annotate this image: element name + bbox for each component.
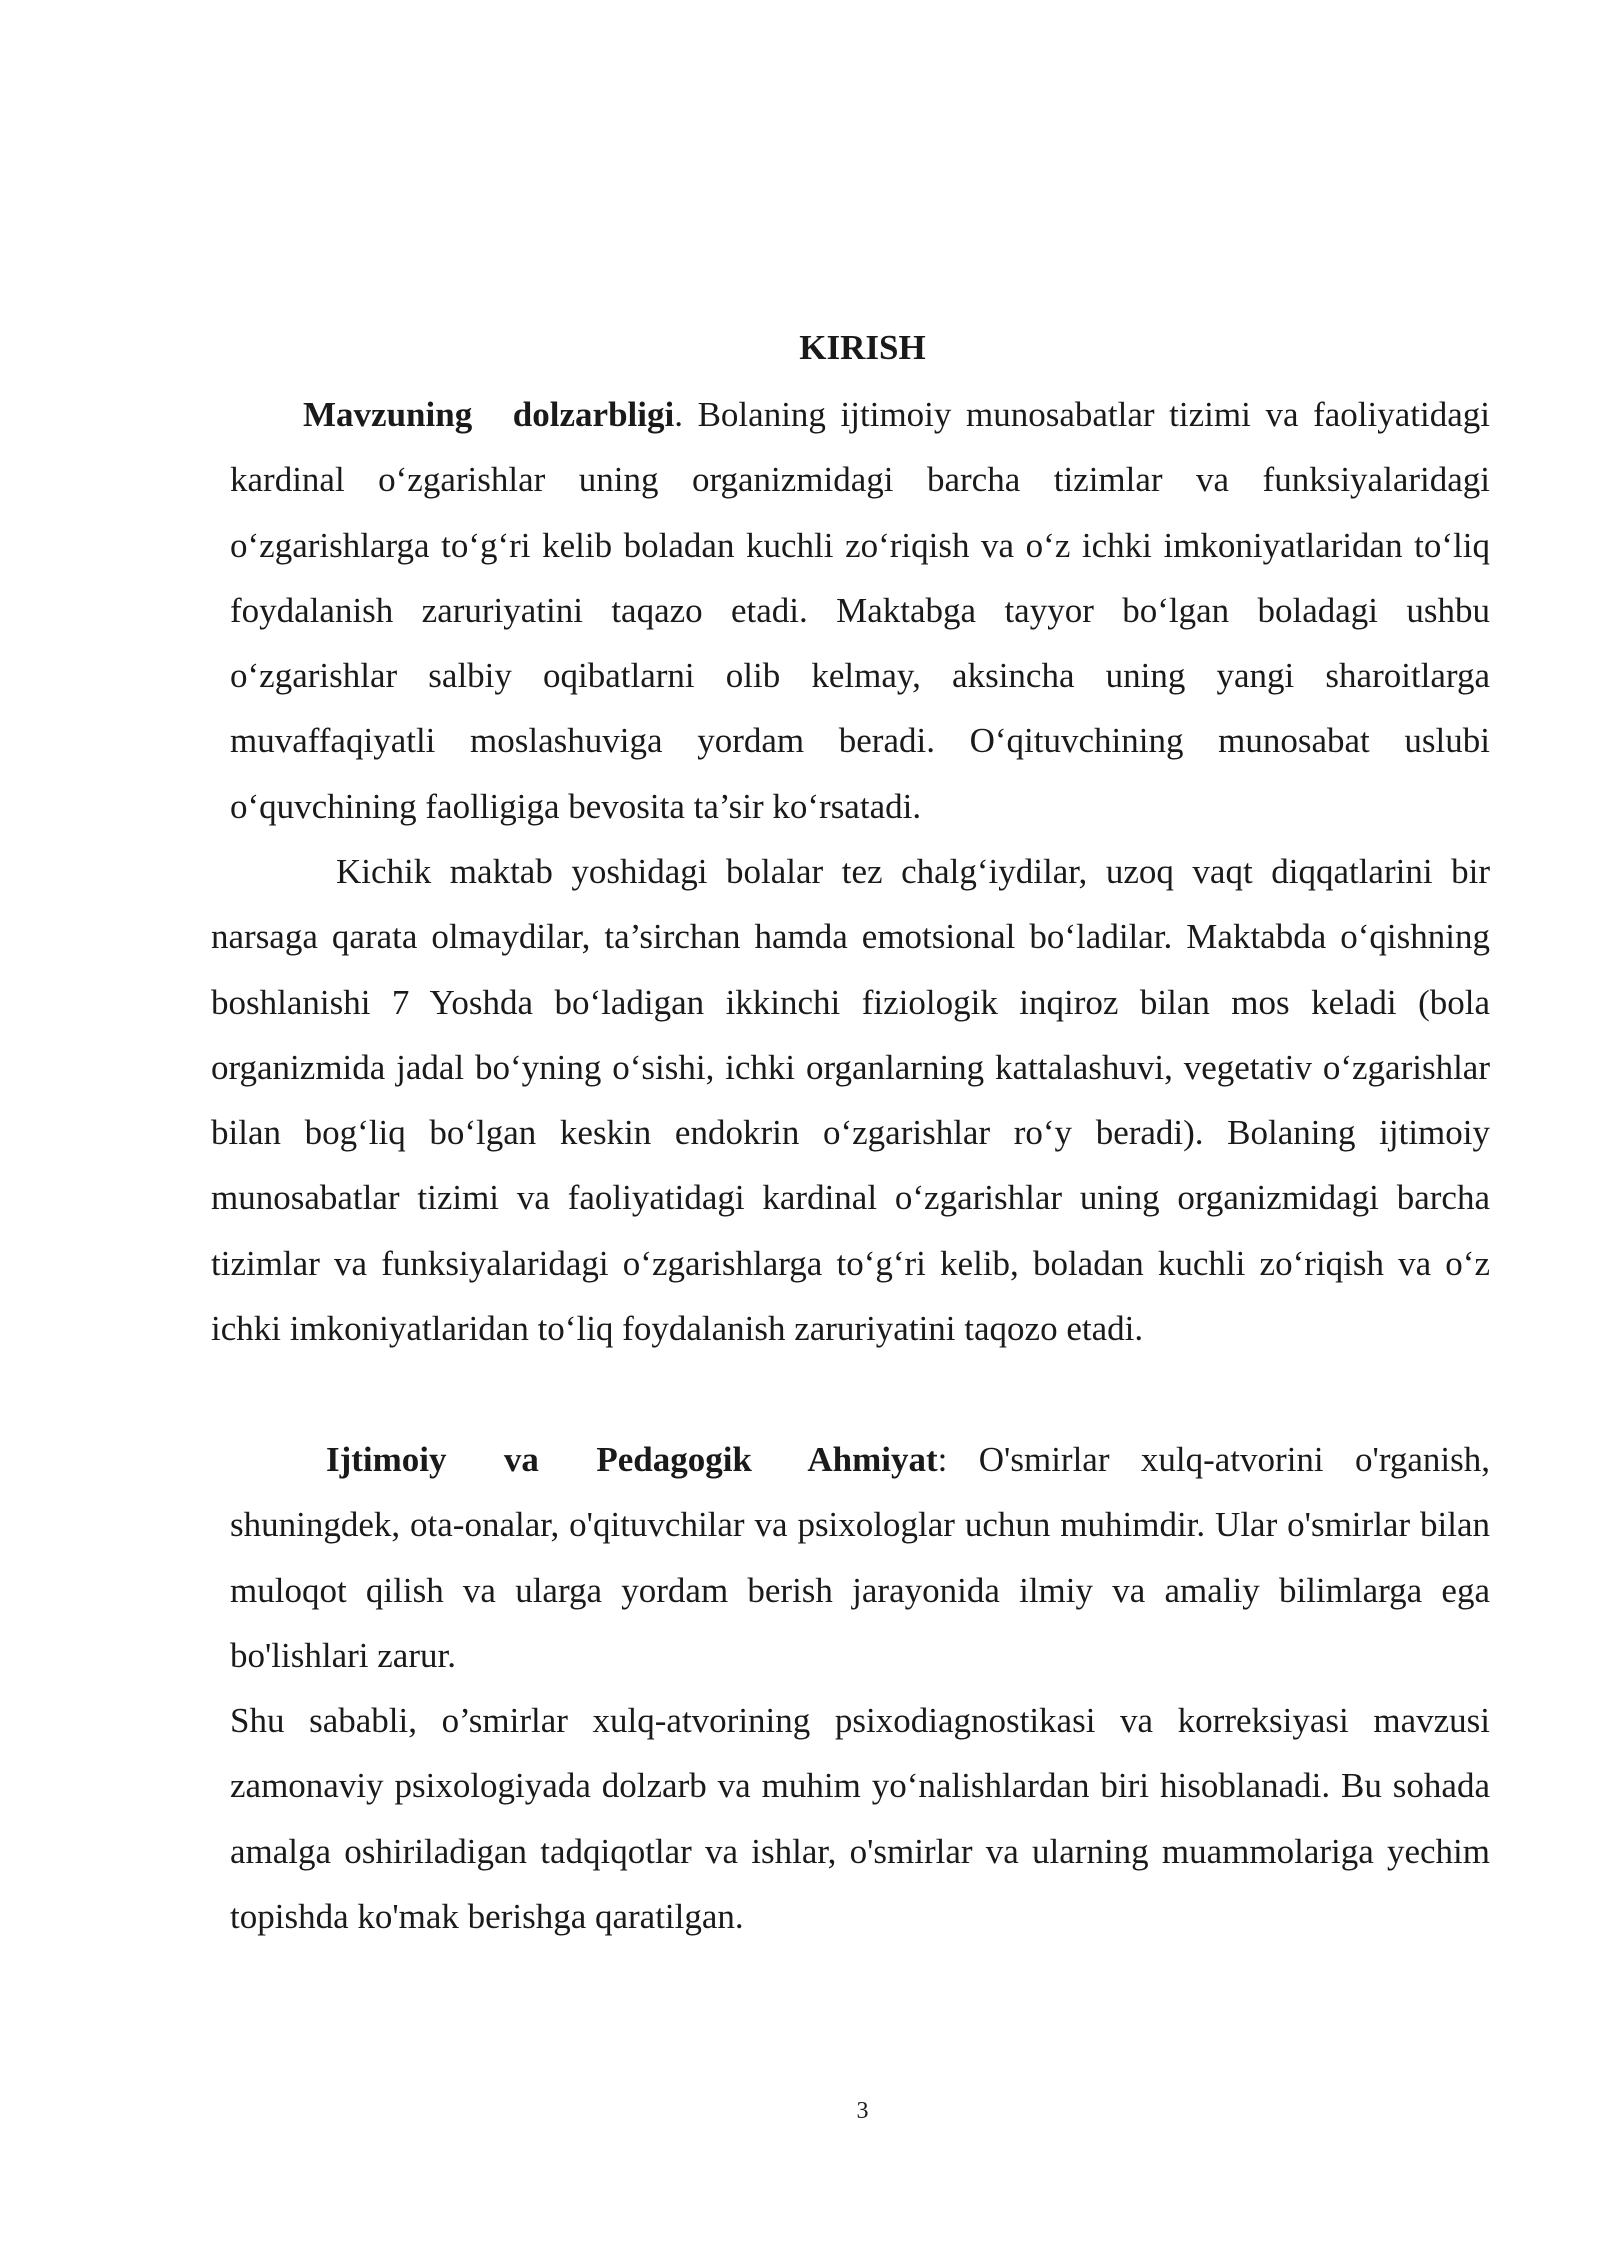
paragraph-text-social-pedagogical: : O'smirlar xulq-atvorini o'rganish, shuningdek, ota-onalar, o'qituvchilar va psixologlar uchun muhimdir. Ular o'smirlar bilan muloqot qilish va ularga yordam berish jarayonida ilmiy va amaliy bilimlarga ega bo'lishlari zarur. (230, 1440, 1490, 1675)
paragraph-relevance (230, 382, 1490, 839)
paragraph-social-pedagogical (230, 1427, 1490, 1688)
page-title: KIRISH (799, 328, 926, 367)
paragraph-lead-social-pedagogical: Ijtimoiy va Pedagogik Ahmiyat (326, 1440, 938, 1479)
paragraph-text-relevance: . Bolaning ijtimoiy munosabatlar tizimi va faoliyatidagi kardinal o‘zgarishlar uning organizmidagi barcha tizimlar va funksiyalaridagi o‘zgarishlarga to‘g‘ri kelib boladan kuchli zo‘riqish va o‘z ichki imkoniyatlaridan to‘liq foydalanish zaruriyatini taqazo etadi. Maktabga tayyor bo‘lgan boladagi ushbu o‘zgarishlar salbiy oqibatlarni olib kelmay, aksincha uning yangi sharoitlarga muvaffaqiyatli moslashuviga yordam beradi. O‘qituvchining munosabat uslubi o‘quvchining faolligiga bevosita ta’sir ko‘rsatadi. (230, 395, 1490, 826)
paragraph-conclusion: Shu sababli, o’smirlar xulq-atvorining psixodiagnostikasi va korreksiyasi mavzusi zamonaviy psixologiyada dolzarb va muhim yo‘nalishlardan biri hisoblanadi. Bu sohada amalga oshiriladigan tadqiqotlar va ishlar, o'smirlar va ularning muammolariga yechim topishda ko'mak berishga qaratilgan. (230, 1701, 1490, 1936)
paragraph-lead-relevance: Mavzuning dolzarbligi (303, 395, 675, 434)
paragraph-primary-school-age: Kichik maktab yoshidagi bolalar tez chalg‘iydilar, uzoq vaqt diqqatlarini bir narsaga qarata olmaydilar, ta’sirchan hamda emotsional bo‘ladilar. Maktabda o‘qishning boshlanishi 7 Yoshda bo‘ladigan ikkinchi fiziologik inqiroz bilan mos keladi (bola organizmida jadal bo‘yning o‘sishi, ichki organlarning kattalashuvi, vegetativ o‘zgarishlar bilan bog‘liq bo‘lgan keskin endokrin o‘zgarishlar ro‘y beradi). Bolaning ijtimoiy munosabatlar tizimi va faoliyatidagi kardinal o‘zgarishlar uning organizmidagi barcha tizimlar va funksiyalaridagi o‘zgarishlarga to‘g‘ri kelib, boladan kuchli zo‘riqish va o‘z ichki imkoniyatlaridan to‘liq foydalanish zaruriyatini taqozo etadi. (211, 852, 1490, 1349)
page-number: 3 (856, 2098, 869, 2124)
